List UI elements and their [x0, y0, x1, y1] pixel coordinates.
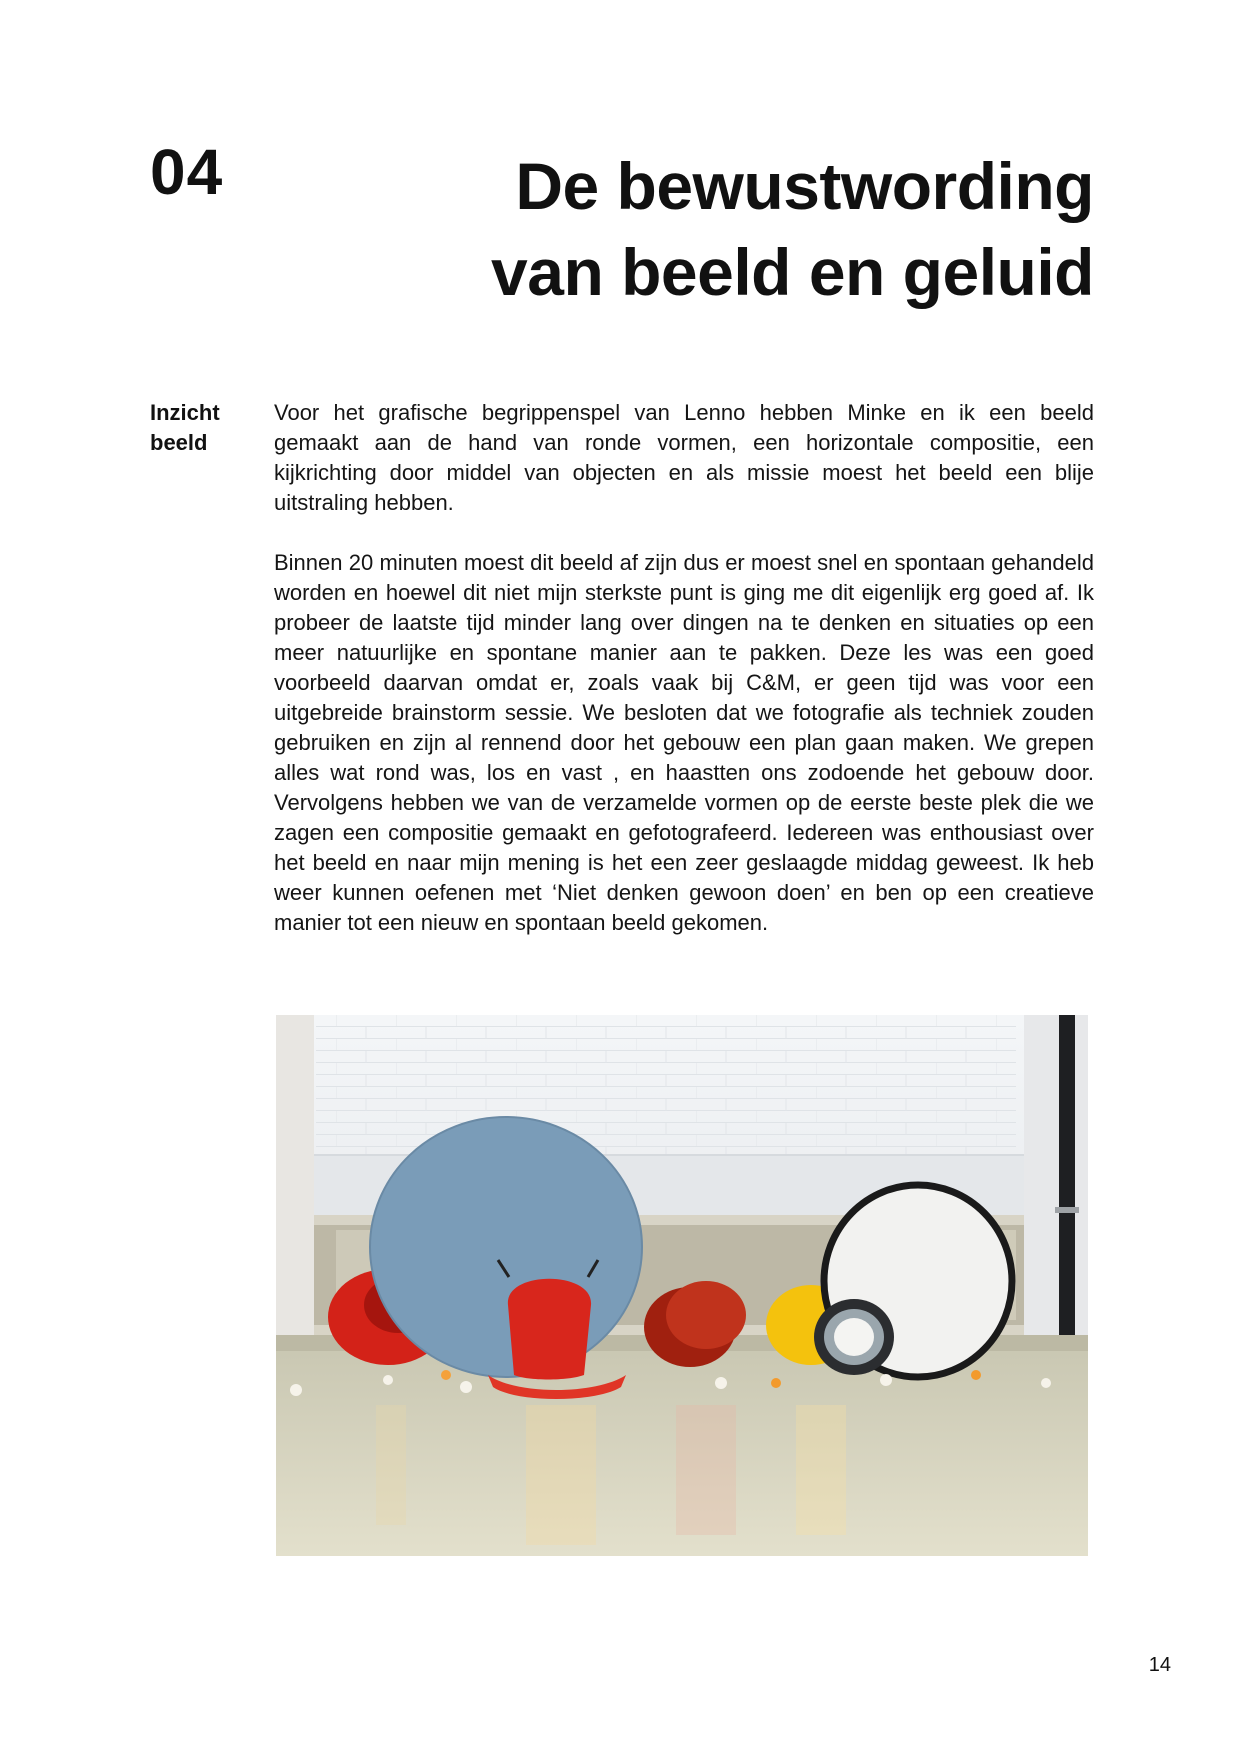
chapter-title-line-1: De bewustwording [515, 149, 1094, 223]
section-label [150, 398, 260, 458]
chapter-title-line-2: van beeld en geluid [491, 235, 1094, 309]
page-number: 14 [1148, 1654, 1171, 1676]
section-label-line-2: beeld [150, 430, 208, 455]
section-label-line-1: Inzicht [150, 400, 220, 425]
paragraph-2: Binnen 20 minuten moest dit beeld af zijn dus er moest snel en spontaan gehandeld worden en hoewel dit niet mijn sterkste punt is ging me dit eigenlijk erg goed af. Ik probeer de laatste tijd minder lang over dingen na te denken en situaties op een meer natuurlijke en spontane manier aan te pakken. Deze les was een goed voorbeeld daarvan omdat er, zoals vaak bij C&M, er geen tijd was voor een uitgebreide brainstorm sessie. We besloten dat we fotografie als techniek zouden gebruiken en zijn al rennend door het gebouw een plan gaan maken. We grepen alles wat rond was, los en vast , en haastten ons zodoende het gebouw door. Vervolgens hebben we van de verzamelde vormen op de eerste beste plek die we zagen een compositie gemaakt en gefotografeerd. Iedereen was enthousiast over het beeld en naar mijn mening is het een zeer geslaagde middag geweest. Ik heb weer kunnen oefenen met ‘Niet denken gewoon doen’ en ben op een creatieve manier tot een nieuw en spontaan beeld gekomen. [274, 550, 1094, 935]
composition-photo [276, 1015, 1088, 1556]
chapter-number: 04 [150, 136, 224, 208]
chapter-title [334, 143, 1094, 315]
body-text [274, 398, 1094, 968]
paragraph-1: Voor het grafische begrippenspel van Lenno hebben Minke en ik een beeld gemaakt aan de hand van ronde vormen, een horizontale compositie, een kijkrichting door middel van objecten en als missie moest het beeld een blije uitstraling hebben. [274, 400, 1094, 515]
photo-illustration [276, 1015, 1088, 1556]
